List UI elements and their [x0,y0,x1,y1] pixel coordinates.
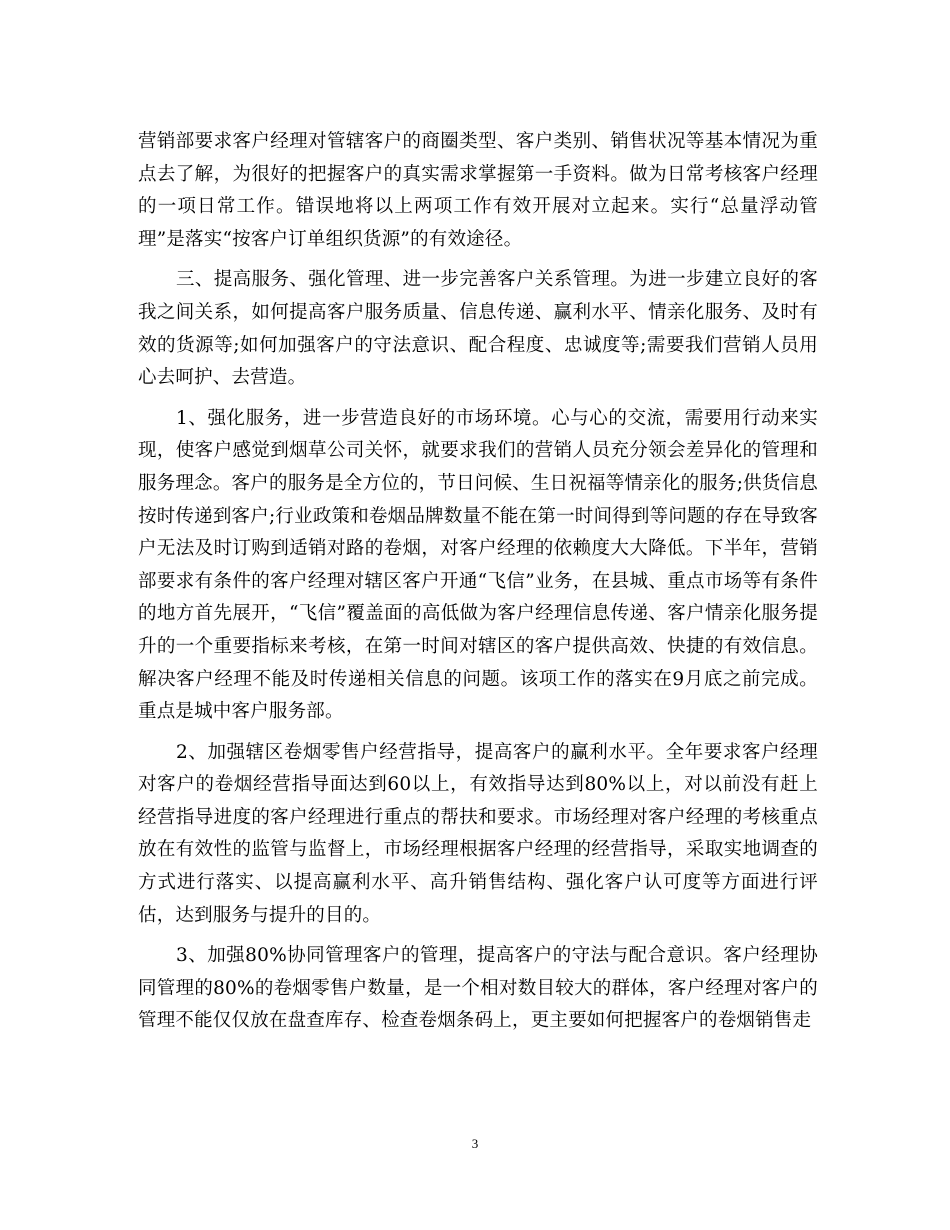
paragraph-3: 1、强化服务，进一步营造良好的市场环境。心与心的交流，需要用行动来实现，使客户感觉到烟草公司关怀，就要求我们的营销人员充分领会差异化的管理和服务理念。客户的服务是全方位的，节日问候、生日祝福等情亲化的服务;供货信息按时传递到客户;行业政策和卷烟品牌数量不能在第一时间得到等问题的存在导致客户无法及时订购到适销对路的卷烟，对客户经理的依赖度大大降低。下半年，营销部要求有条件的客户经理对辖区客户开通“飞信”业务，在县城、重点市场等有条件的地方首先展开，“飞信”覆盖面的高低做为客户经理信息传递、客户情亲化服务提升的一个重要指标来考核，在第一时间对辖区的客户提供高效、快捷的有效信息。解决客户经理不能及时传递相关信息的问题。该项工作的落实在9月底之前完成。重点是城中客户服务部。 [138,407,818,723]
page-number: 3 [471,1136,479,1151]
paragraph-1: 营销部要求客户经理对管辖客户的商圈类型、客户类别、销售状况等基本情况为重点去了解，为很好的把握客户的真实需求掌握第一手资料。做为日常考核客户经理的一项日常工作。错误地将以上两项工作有效开展对立起来。实行“总量浮动管理”是落实“按客户订单组织货源”的有效途径。 [138,131,818,250]
document-body [138,126,818,1046]
paragraph-2: 三、提高服务、强化管理、进一步完善客户关系管理。为进一步建立良好的客我之间关系，如何提高客户服务质量、信息传递、赢利水平、情亲化服务、及时有效的货源等;如何加强客户的守法意识、配合程度、忠诚度等;需要我们营销人员用心去呵护、去营造。 [138,269,818,389]
paragraph-4: 2、加强辖区卷烟零售户经营指导，提高客户的赢利水平。全年要求客户经理对客户的卷烟经营指导面达到60以上，有效指导达到80%以上，对以前没有赶上经营指导进度的客户经理进行重点的帮扶和要求。市场经理对客户经理的考核重点放在有效性的监管与监督上，市场经理根据客户经理的经营指导，采取实地调查的方式进行落实、以提高赢利水平、高升销售结构、强化客户认可度等方面进行评估，达到服务与提升的目的。 [138,741,818,926]
paragraph-5: 3、加强80%协同管理客户的管理，提高客户的守法与配合意识。客户经理协同管理的80%的卷烟零售户数量，是一个相对数目较大的群体，客户经理对客户的管理不能仅仅放在盘查库存、检查卷烟条码上，更主要如何把握客户的卷烟销售走 [138,945,818,1032]
